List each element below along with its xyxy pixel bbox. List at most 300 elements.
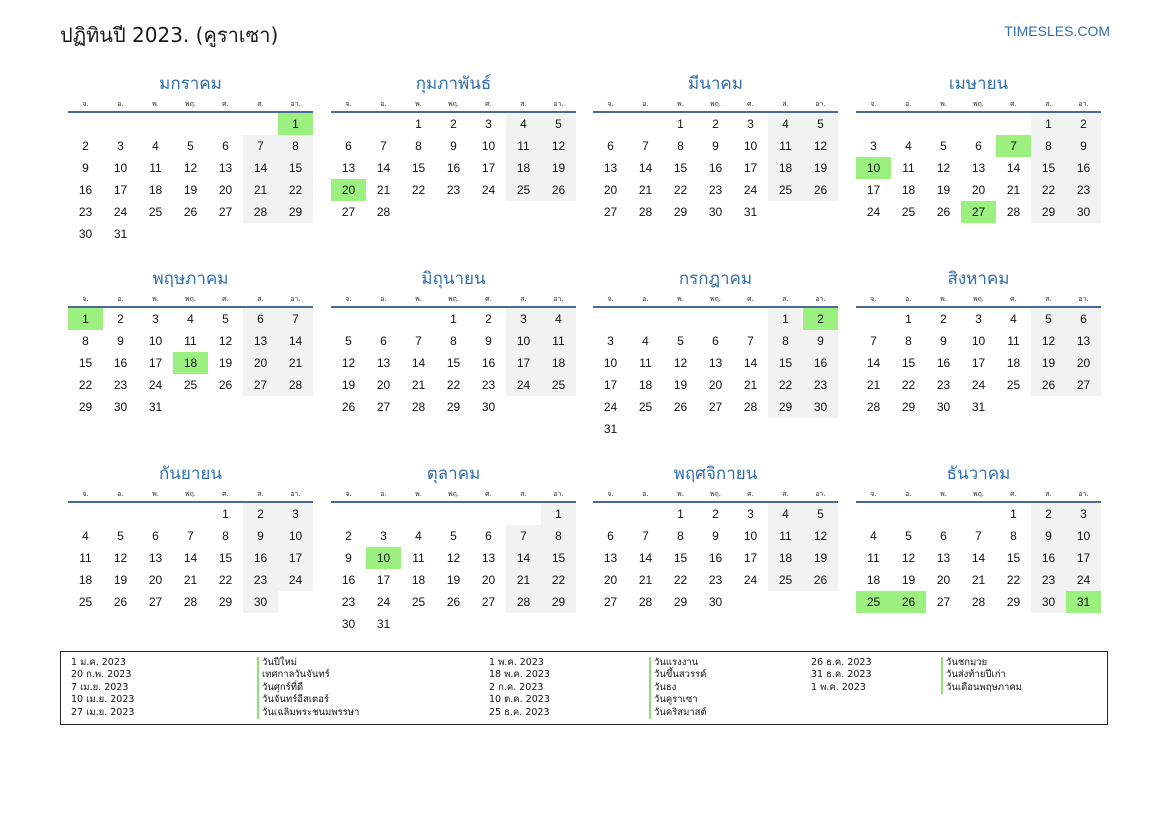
day-cell[interactable]: 9 <box>1031 525 1066 547</box>
day-cell[interactable]: 9 <box>485 334 492 348</box>
day-cell[interactable]: 21 <box>411 378 426 392</box>
day-cell[interactable]: 4 <box>870 529 877 543</box>
day-cell[interactable]: 17 <box>866 183 881 197</box>
day-cell[interactable]: 1 <box>222 507 229 521</box>
day-cell[interactable]: 8 <box>82 334 89 348</box>
day-cell[interactable]: 6 <box>712 334 719 348</box>
day-cell[interactable]: 24 <box>148 378 163 392</box>
day-cell[interactable]: 16 <box>78 183 93 197</box>
day-cell[interactable]: 3 <box>975 312 982 326</box>
day-cell[interactable]: 24 <box>481 183 496 197</box>
day-cell[interactable]: 25 <box>1006 378 1021 392</box>
day-cell[interactable]: 24 <box>603 400 618 414</box>
day-cell[interactable]: 29 <box>446 400 461 414</box>
day-cell[interactable]: 8 <box>450 334 457 348</box>
day-cell[interactable]: 13 <box>603 161 618 175</box>
day-cell[interactable]: 27 <box>376 400 391 414</box>
day-cell[interactable]: 11 <box>506 135 541 157</box>
day-cell[interactable]: 17 <box>148 356 163 370</box>
day-cell[interactable]: 30 <box>708 595 723 609</box>
day-cell[interactable]: 12 <box>113 551 128 565</box>
day-cell[interactable]: 1 <box>905 312 912 326</box>
day-cell[interactable]: 19 <box>936 183 951 197</box>
day-cell[interactable]: 2 <box>82 139 89 153</box>
day-cell[interactable]: 11 <box>768 135 803 157</box>
day-cell[interactable]: 10 <box>366 547 401 569</box>
day-cell[interactable]: 27 <box>936 595 951 609</box>
day-cell[interactable]: 29 <box>673 595 688 609</box>
day-cell[interactable]: 11 <box>184 334 197 348</box>
day-cell[interactable]: 1 <box>415 117 422 131</box>
day-cell[interactable]: 16 <box>113 356 128 370</box>
day-cell[interactable]: 2 <box>345 529 352 543</box>
day-cell[interactable]: 22 <box>218 573 233 587</box>
day-cell[interactable]: 23 <box>481 378 496 392</box>
day-cell[interactable]: 28 <box>411 400 426 414</box>
day-cell[interactable]: 31 <box>603 422 618 436</box>
day-cell[interactable]: 18 <box>1006 356 1021 370</box>
day-cell[interactable]: 18 <box>768 547 803 569</box>
day-cell[interactable]: 14 <box>411 356 426 370</box>
day-cell[interactable]: 23 <box>803 374 838 396</box>
day-cell[interactable]: 19 <box>446 573 461 587</box>
day-cell[interactable]: 17 <box>506 352 541 374</box>
day-cell[interactable]: 15 <box>78 356 93 370</box>
day-cell[interactable]: 21 <box>638 573 653 587</box>
day-cell[interactable]: 27 <box>603 205 618 219</box>
day-cell[interactable]: 4 <box>152 139 159 153</box>
day-cell[interactable]: 3 <box>278 502 313 525</box>
day-cell[interactable]: 26 <box>673 400 688 414</box>
day-cell[interactable]: 28 <box>638 205 653 219</box>
day-cell[interactable]: 4 <box>187 312 194 326</box>
day-cell[interactable]: 17 <box>603 378 618 392</box>
day-cell[interactable]: 16 <box>341 573 356 587</box>
day-cell[interactable]: 16 <box>936 356 951 370</box>
day-cell[interactable]: 19 <box>901 573 916 587</box>
day-cell[interactable]: 30 <box>803 396 838 418</box>
day-cell[interactable]: 5 <box>117 529 124 543</box>
day-cell[interactable]: 15 <box>411 161 426 175</box>
day-cell[interactable]: 8 <box>768 330 803 352</box>
day-cell[interactable]: 5 <box>345 334 352 348</box>
day-cell[interactable]: 10 <box>278 525 313 547</box>
day-cell[interactable]: 2 <box>712 507 719 521</box>
day-cell[interactable]: 25 <box>901 205 916 219</box>
day-cell[interactable]: 12 <box>936 161 951 175</box>
day-cell[interactable]: 9 <box>243 525 278 547</box>
day-cell[interactable]: 25 <box>768 179 803 201</box>
day-cell[interactable]: 1 <box>677 507 684 521</box>
day-cell[interactable]: 9 <box>345 551 352 565</box>
day-cell[interactable]: 26 <box>541 179 576 201</box>
day-cell[interactable]: 20 <box>708 378 723 392</box>
day-cell[interactable]: 4 <box>905 139 912 153</box>
day-cell[interactable]: 17 <box>971 356 986 370</box>
day-cell[interactable]: 12 <box>803 525 838 547</box>
day-cell[interactable]: 14 <box>638 161 653 175</box>
day-cell[interactable]: 28 <box>971 595 986 609</box>
day-cell[interactable]: 5 <box>677 334 684 348</box>
day-cell[interactable]: 20 <box>148 573 163 587</box>
day-cell[interactable]: 27 <box>341 205 356 219</box>
day-cell[interactable]: 7 <box>642 529 649 543</box>
day-cell[interactable]: 15 <box>541 547 576 569</box>
day-cell[interactable]: 25 <box>411 595 426 609</box>
day-cell[interactable]: 15 <box>218 551 233 565</box>
day-cell[interactable]: 23 <box>936 378 951 392</box>
day-cell[interactable]: 17 <box>278 547 313 569</box>
day-cell[interactable]: 25 <box>506 179 541 201</box>
day-cell[interactable]: 7 <box>975 529 982 543</box>
day-cell[interactable]: 22 <box>673 183 688 197</box>
day-cell[interactable]: 31 <box>971 400 986 414</box>
day-cell[interactable]: 27 <box>603 595 618 609</box>
day-cell[interactable]: 3 <box>485 117 492 131</box>
day-cell[interactable]: 24 <box>743 573 758 587</box>
day-cell[interactable]: 15 <box>1031 157 1066 179</box>
day-cell[interactable]: 14 <box>743 356 758 370</box>
day-cell[interactable]: 30 <box>936 400 951 414</box>
day-cell[interactable]: 9 <box>117 334 124 348</box>
day-cell[interactable]: 3 <box>607 334 614 348</box>
day-cell[interactable]: 1 <box>541 502 576 525</box>
day-cell[interactable]: 5 <box>803 112 838 135</box>
day-cell[interactable]: 12 <box>341 356 356 370</box>
day-cell[interactable]: 22 <box>446 378 461 392</box>
day-cell[interactable]: 22 <box>1031 179 1066 201</box>
day-cell[interactable]: 30 <box>341 617 356 631</box>
day-cell[interactable]: 28 <box>1006 205 1021 219</box>
day-cell[interactable]: 19 <box>183 183 198 197</box>
day-cell[interactable]: 6 <box>607 529 614 543</box>
day-cell[interactable]: 28 <box>866 400 881 414</box>
day-cell[interactable]: 9 <box>1066 135 1101 157</box>
day-cell[interactable]: 4 <box>768 502 803 525</box>
day-cell[interactable]: 29 <box>541 591 576 613</box>
day-cell[interactable]: 19 <box>803 157 838 179</box>
day-cell[interactable]: 29 <box>768 396 803 418</box>
day-cell[interactable]: 4 <box>768 112 803 135</box>
day-cell[interactable]: 24 <box>971 378 986 392</box>
day-cell[interactable]: 17 <box>1066 547 1101 569</box>
day-cell[interactable]: 26 <box>1031 374 1066 396</box>
day-cell[interactable]: 24 <box>506 374 541 396</box>
day-cell[interactable]: 19 <box>1031 352 1066 374</box>
day-cell[interactable]: 17 <box>743 551 758 565</box>
day-cell[interactable]: 5 <box>187 139 194 153</box>
day-cell[interactable]: 31 <box>376 617 391 631</box>
day-cell[interactable]: 23 <box>446 183 461 197</box>
day-cell[interactable]: 26 <box>803 569 838 591</box>
day-cell[interactable]: 1 <box>450 312 457 326</box>
day-cell[interactable]: 20 <box>243 352 278 374</box>
day-cell[interactable]: 31 <box>1066 591 1101 613</box>
day-cell[interactable]: 28 <box>183 595 198 609</box>
day-cell[interactable]: 19 <box>113 573 128 587</box>
day-cell[interactable]: 18 <box>506 157 541 179</box>
day-cell[interactable]: 13 <box>341 161 356 175</box>
day-cell[interactable]: 16 <box>1066 157 1101 179</box>
day-cell[interactable]: 4 <box>415 529 422 543</box>
day-cell[interactable]: 15 <box>1006 551 1021 565</box>
day-cell[interactable]: 11 <box>902 161 915 175</box>
day-cell[interactable]: 10 <box>971 334 986 348</box>
day-cell[interactable]: 18 <box>638 378 653 392</box>
day-cell[interactable]: 30 <box>708 205 723 219</box>
day-cell[interactable]: 25 <box>183 378 198 392</box>
site-link[interactable]: TIMESLES.COM <box>1004 23 1110 39</box>
day-cell[interactable]: 22 <box>278 179 313 201</box>
day-cell[interactable]: 9 <box>803 330 838 352</box>
day-cell[interactable]: 8 <box>222 529 229 543</box>
day-cell[interactable]: 24 <box>113 205 128 219</box>
day-cell[interactable]: 4 <box>642 334 649 348</box>
day-cell[interactable]: 18 <box>411 573 426 587</box>
day-cell[interactable]: 18 <box>173 352 208 374</box>
day-cell[interactable]: 18 <box>768 157 803 179</box>
day-cell[interactable]: 14 <box>376 161 391 175</box>
day-cell[interactable]: 8 <box>905 334 912 348</box>
day-cell[interactable]: 12 <box>1031 330 1066 352</box>
day-cell[interactable]: 26 <box>183 205 198 219</box>
day-cell[interactable]: 10 <box>506 330 541 352</box>
day-cell[interactable]: 3 <box>117 139 124 153</box>
day-cell[interactable]: 23 <box>708 183 723 197</box>
day-cell[interactable]: 13 <box>148 551 163 565</box>
day-cell[interactable]: 7 <box>380 139 387 153</box>
day-cell[interactable]: 23 <box>1066 179 1101 201</box>
day-cell[interactable]: 5 <box>803 502 838 525</box>
day-cell[interactable]: 2 <box>803 307 838 330</box>
day-cell[interactable]: 16 <box>243 547 278 569</box>
day-cell[interactable]: 24 <box>278 569 313 591</box>
day-cell[interactable]: 12 <box>218 334 233 348</box>
day-cell[interactable]: 1 <box>677 117 684 131</box>
day-cell[interactable]: 9 <box>712 139 719 153</box>
day-cell[interactable]: 26 <box>113 595 128 609</box>
day-cell[interactable]: 7 <box>243 135 278 157</box>
day-cell[interactable]: 20 <box>603 573 618 587</box>
day-cell[interactable]: 29 <box>673 205 688 219</box>
day-cell[interactable]: 10 <box>743 139 758 153</box>
day-cell[interactable]: 6 <box>345 139 352 153</box>
day-cell[interactable]: 16 <box>708 551 723 565</box>
day-cell[interactable]: 14 <box>183 551 198 565</box>
day-cell[interactable]: 22 <box>768 374 803 396</box>
day-cell[interactable]: 14 <box>638 551 653 565</box>
day-cell[interactable]: 5 <box>222 312 229 326</box>
day-cell[interactable]: 10 <box>743 529 758 543</box>
day-cell[interactable]: 17 <box>113 183 128 197</box>
day-cell[interactable]: 20 <box>376 378 391 392</box>
day-cell[interactable]: 4 <box>82 529 89 543</box>
day-cell[interactable]: 2 <box>485 312 492 326</box>
day-cell[interactable]: 25 <box>541 374 576 396</box>
day-cell[interactable]: 21 <box>638 183 653 197</box>
day-cell[interactable]: 2 <box>940 312 947 326</box>
day-cell[interactable]: 6 <box>243 307 278 330</box>
day-cell[interactable]: 3 <box>380 529 387 543</box>
day-cell[interactable]: 6 <box>222 139 229 153</box>
day-cell[interactable]: 28 <box>743 400 758 414</box>
day-cell[interactable]: 14 <box>243 157 278 179</box>
day-cell[interactable]: 30 <box>481 400 496 414</box>
day-cell[interactable]: 21 <box>506 569 541 591</box>
day-cell[interactable]: 3 <box>747 117 754 131</box>
day-cell[interactable]: 16 <box>1031 547 1066 569</box>
day-cell[interactable]: 18 <box>901 183 916 197</box>
day-cell[interactable]: 27 <box>708 400 723 414</box>
day-cell[interactable]: 3 <box>152 312 159 326</box>
day-cell[interactable]: 25 <box>78 595 93 609</box>
day-cell[interactable]: 28 <box>278 374 313 396</box>
day-cell[interactable]: 30 <box>243 591 278 613</box>
day-cell[interactable]: 10 <box>1066 525 1101 547</box>
day-cell[interactable]: 21 <box>278 352 313 374</box>
day-cell[interactable]: 27 <box>148 595 163 609</box>
day-cell[interactable]: 14 <box>278 330 313 352</box>
day-cell[interactable]: 21 <box>183 573 198 587</box>
day-cell[interactable]: 27 <box>243 374 278 396</box>
day-cell[interactable]: 5 <box>450 529 457 543</box>
day-cell[interactable]: 21 <box>243 179 278 201</box>
day-cell[interactable]: 10 <box>481 139 496 153</box>
day-cell[interactable]: 3 <box>1066 502 1101 525</box>
day-cell[interactable]: 31 <box>148 400 163 414</box>
day-cell[interactable]: 20 <box>971 183 986 197</box>
day-cell[interactable]: 13 <box>376 356 391 370</box>
day-cell[interactable]: 31 <box>743 205 758 219</box>
day-cell[interactable]: 30 <box>1031 591 1066 613</box>
day-cell[interactable]: 29 <box>901 400 916 414</box>
day-cell[interactable]: 19 <box>341 378 356 392</box>
day-cell[interactable]: 24 <box>866 205 881 219</box>
day-cell[interactable]: 1 <box>278 112 313 135</box>
day-cell[interactable]: 7 <box>747 334 754 348</box>
day-cell[interactable]: 2 <box>243 502 278 525</box>
day-cell[interactable]: 1 <box>1031 112 1066 135</box>
day-cell[interactable]: 13 <box>971 161 986 175</box>
day-cell[interactable]: 2 <box>450 117 457 131</box>
day-cell[interactable]: 23 <box>113 378 128 392</box>
day-cell[interactable]: 8 <box>677 529 684 543</box>
day-cell[interactable]: 20 <box>1066 352 1101 374</box>
day-cell[interactable]: 8 <box>677 139 684 153</box>
day-cell[interactable]: 8 <box>278 135 313 157</box>
day-cell[interactable]: 21 <box>971 573 986 587</box>
day-cell[interactable]: 26 <box>341 400 356 414</box>
day-cell[interactable]: 18 <box>78 573 93 587</box>
day-cell[interactable]: 20 <box>331 179 366 201</box>
day-cell[interactable]: 24 <box>1066 569 1101 591</box>
day-cell[interactable]: 26 <box>936 205 951 219</box>
day-cell[interactable]: 11 <box>149 161 162 175</box>
day-cell[interactable]: 22 <box>541 569 576 591</box>
day-cell[interactable]: 15 <box>673 551 688 565</box>
day-cell[interactable]: 13 <box>1066 330 1101 352</box>
day-cell[interactable]: 11 <box>768 525 803 547</box>
day-cell[interactable]: 7 <box>187 529 194 543</box>
day-cell[interactable]: 17 <box>376 573 391 587</box>
day-cell[interactable]: 12 <box>673 356 688 370</box>
day-cell[interactable]: 23 <box>1031 569 1066 591</box>
day-cell[interactable]: 12 <box>803 135 838 157</box>
day-cell[interactable]: 5 <box>1031 307 1066 330</box>
day-cell[interactable]: 26 <box>891 591 926 613</box>
day-cell[interactable]: 25 <box>856 591 891 613</box>
day-cell[interactable]: 14 <box>866 356 881 370</box>
day-cell[interactable]: 6 <box>485 529 492 543</box>
day-cell[interactable]: 15 <box>673 161 688 175</box>
day-cell[interactable]: 8 <box>1010 529 1017 543</box>
day-cell[interactable]: 25 <box>768 569 803 591</box>
day-cell[interactable]: 7 <box>506 525 541 547</box>
day-cell[interactable]: 7 <box>996 135 1031 157</box>
day-cell[interactable]: 11 <box>639 356 652 370</box>
day-cell[interactable]: 22 <box>411 183 426 197</box>
day-cell[interactable]: 20 <box>481 573 496 587</box>
day-cell[interactable]: 10 <box>113 161 128 175</box>
day-cell[interactable]: 19 <box>673 378 688 392</box>
day-cell[interactable]: 13 <box>481 551 496 565</box>
day-cell[interactable]: 21 <box>1006 183 1021 197</box>
day-cell[interactable]: 17 <box>481 161 496 175</box>
day-cell[interactable]: 13 <box>218 161 233 175</box>
day-cell[interactable]: 3 <box>506 307 541 330</box>
day-cell[interactable]: 14 <box>971 551 986 565</box>
day-cell[interactable]: 5 <box>940 139 947 153</box>
day-cell[interactable]: 3 <box>870 139 877 153</box>
day-cell[interactable]: 1 <box>768 307 803 330</box>
day-cell[interactable]: 29 <box>218 595 233 609</box>
day-cell[interactable]: 5 <box>905 529 912 543</box>
day-cell[interactable]: 12 <box>901 551 916 565</box>
day-cell[interactable]: 11 <box>541 330 576 352</box>
day-cell[interactable]: 23 <box>341 595 356 609</box>
day-cell[interactable]: 18 <box>148 183 163 197</box>
day-cell[interactable]: 16 <box>481 356 496 370</box>
day-cell[interactable]: 2 <box>1066 112 1101 135</box>
day-cell[interactable]: 15 <box>278 157 313 179</box>
day-cell[interactable]: 6 <box>607 139 614 153</box>
day-cell[interactable]: 20 <box>603 183 618 197</box>
day-cell[interactable]: 13 <box>603 551 618 565</box>
day-cell[interactable]: 10 <box>603 356 618 370</box>
day-cell[interactable]: 11 <box>1007 334 1020 348</box>
day-cell[interactable]: 3 <box>747 507 754 521</box>
day-cell[interactable]: 23 <box>78 205 93 219</box>
day-cell[interactable]: 6 <box>152 529 159 543</box>
day-cell[interactable]: 29 <box>1006 595 1021 609</box>
day-cell[interactable]: 4 <box>1010 312 1017 326</box>
day-cell[interactable]: 2 <box>1031 502 1066 525</box>
day-cell[interactable]: 21 <box>743 378 758 392</box>
day-cell[interactable]: 6 <box>1066 307 1101 330</box>
day-cell[interactable]: 16 <box>446 161 461 175</box>
day-cell[interactable]: 11 <box>412 551 425 565</box>
day-cell[interactable]: 5 <box>541 112 576 135</box>
day-cell[interactable]: 18 <box>866 573 881 587</box>
day-cell[interactable]: 25 <box>148 205 163 219</box>
day-cell[interactable]: 15 <box>446 356 461 370</box>
day-cell[interactable]: 12 <box>183 161 198 175</box>
day-cell[interactable]: 30 <box>113 400 128 414</box>
day-cell[interactable]: 24 <box>376 595 391 609</box>
day-cell[interactable]: 14 <box>1006 161 1021 175</box>
day-cell[interactable]: 15 <box>768 352 803 374</box>
day-cell[interactable]: 11 <box>79 551 92 565</box>
